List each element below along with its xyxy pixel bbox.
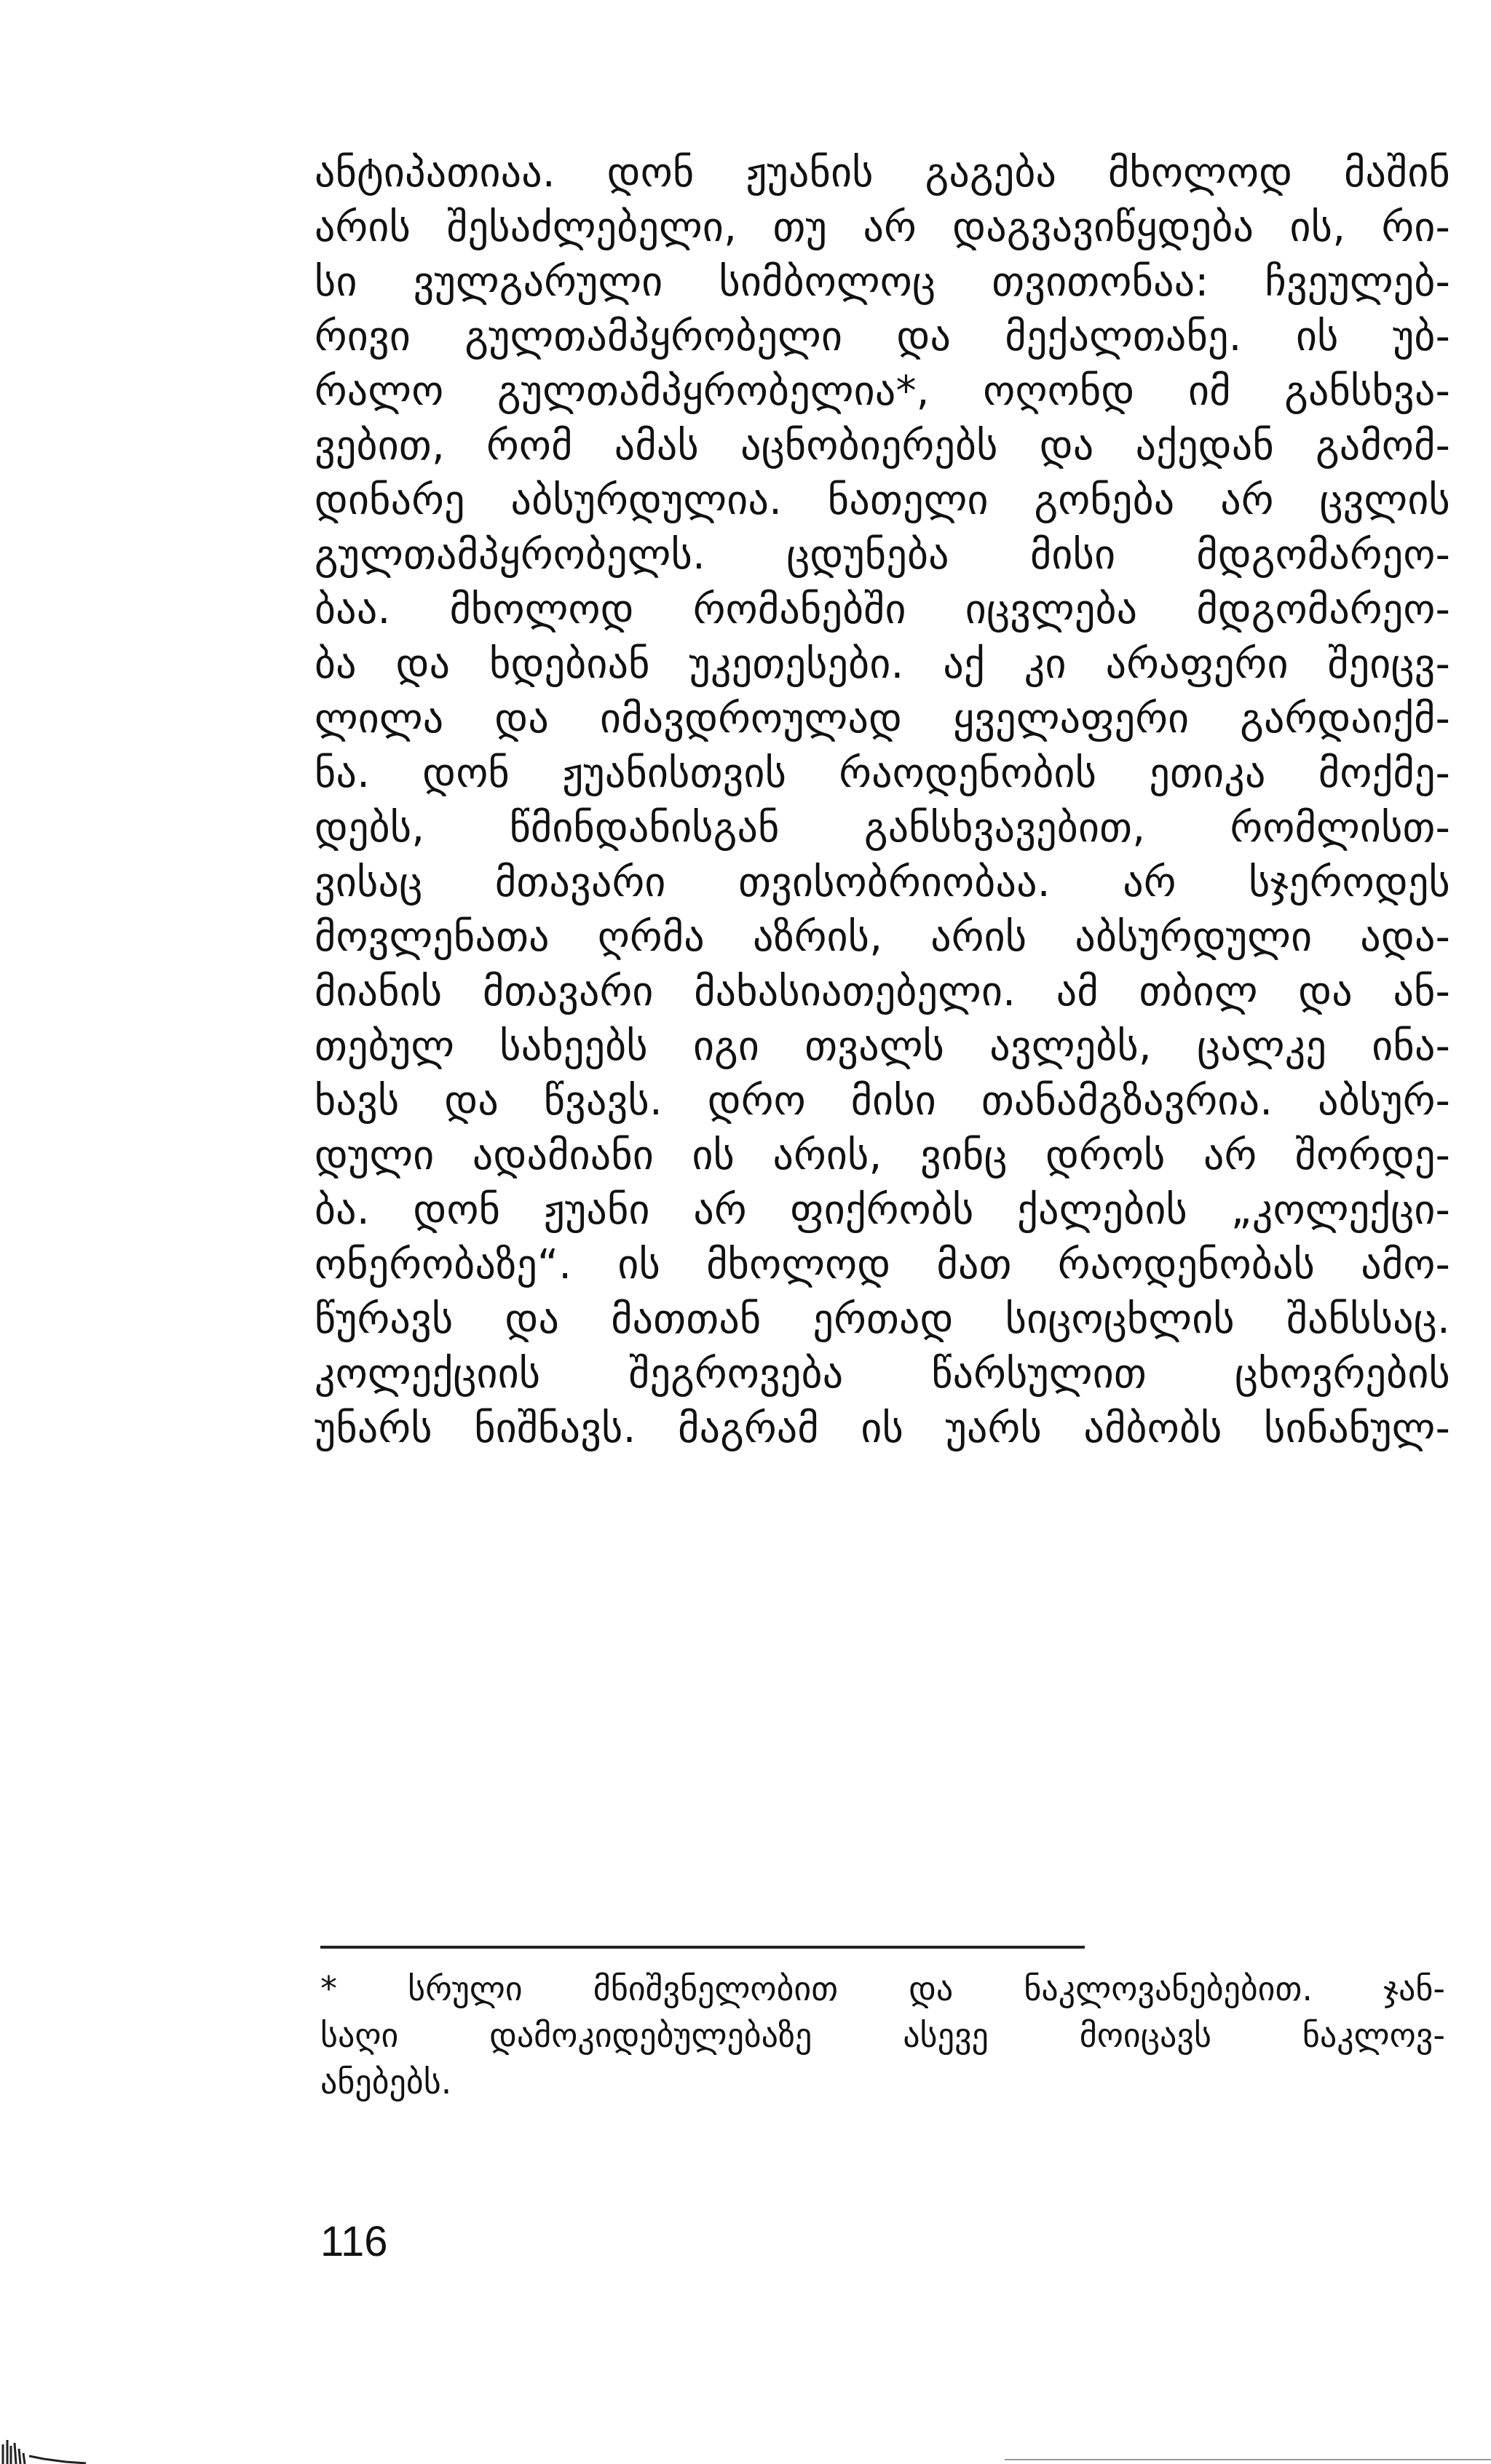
body-line: ნა. დონ ჟუანისთვის რაოდენობის ეთიკა მოქმე- — [315, 750, 1450, 797]
body-line: ვებით, რომ ამას აცნობიერებს და აქედან გამომ- — [315, 422, 1450, 470]
page-bottom-edge — [1005, 2459, 1491, 2460]
body-line: ანტიპათიაა. დონ ჟუანის გაგება მხოლოდ მაშინ — [315, 149, 1450, 197]
body-line: თებულ სახეებს იგი თვალს ავლებს, ცალკე ინა- — [315, 1023, 1450, 1070]
body-line: სი ვულგარული სიმბოლოც თვითონაა: ჩვეულებ- — [315, 258, 1450, 306]
body-text — [315, 146, 1450, 1456]
footnote-line: ანებებს. — [320, 2062, 452, 2101]
footnote-divider — [320, 1946, 1085, 1949]
body-line: ლილა და იმავდროულად ყველაფერი გარდაიქმ- — [315, 695, 1450, 742]
body-line: გულთამპყრობელს. ცდუნება მისი მდგომარეო- — [315, 531, 1450, 579]
body-line: რივი გულთამპყრობელი და მექალთანე. ის უბ- — [315, 313, 1450, 360]
body-line: დინარე აბსურდულია. ნათელი გონება არ ცვლის — [315, 477, 1450, 524]
body-line: ხავს და წვავს. დრო მისი თანამგზავრია. აბსურ- — [315, 1077, 1450, 1125]
body-line: ბაა. მხოლოდ რომანებში იცვლება მდგომარეო- — [315, 586, 1450, 633]
body-line: დული ადამიანი ის არის, ვინც დროს არ შორდე- — [315, 1132, 1450, 1179]
footnote-line: საღი დამოკიდებულებაზე ასევე მოიცავს ნაკლოვ- — [320, 2016, 1445, 2055]
body-line: მოვლენათა ღრმა აზრის, არის აბსურდული ადა- — [315, 914, 1450, 961]
scan-artifact-corner — [0, 2430, 87, 2464]
body-line: უნარს ნიშნავს. მაგრამ ის უარს ამბობს სინანულ- — [315, 1405, 1450, 1452]
footnote-line: * სრული მნიშვნელობით და ნაკლოვანებებით. ჯან- — [320, 1969, 1445, 2008]
body-line: არის შესაძლებელი, თუ არ დაგვავიწყდება ის, რი- — [315, 204, 1450, 251]
body-line: ონერობაზე“. ის მხოლოდ მათ რაოდენობას ამო- — [315, 1241, 1450, 1288]
footnote — [320, 1965, 1445, 2105]
body-line: კოლექციის შეგროვება წარსულით ცხოვრების — [315, 1350, 1450, 1398]
body-line: წურავს და მათთან ერთად სიცოცხლის შანსსაც. — [315, 1296, 1450, 1343]
body-line: ვისაც მთავარი თვისობრიობაა. არ სჯეროდეს — [315, 859, 1450, 906]
body-line: რალო გულთამპყრობელია*, ოღონდ იმ განსხვა- — [315, 368, 1450, 415]
body-line: დებს, წმინდანისგან განსხვავებით, რომლისთ- — [315, 804, 1450, 852]
body-line: მიანის მთავარი მახასიათებელი. ამ თბილ და ან- — [315, 968, 1450, 1015]
page-number: 116 — [320, 2218, 388, 2265]
body-line: ბა. დონ ჟუანი არ ფიქრობს ქალების „კოლექცი- — [315, 1187, 1450, 1234]
body-line: ბა და ხდებიან უკეთესები. აქ კი არაფერი შეიცვ- — [315, 641, 1450, 688]
